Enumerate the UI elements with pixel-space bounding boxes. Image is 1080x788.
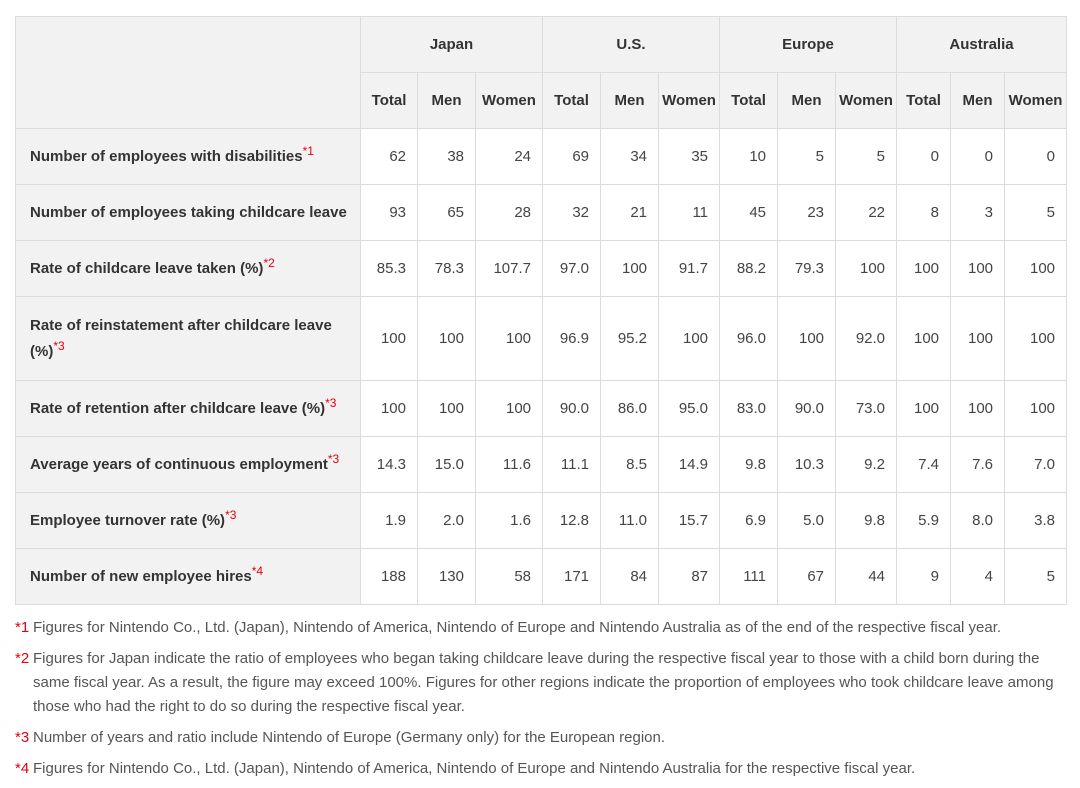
table-row: [16, 297, 1067, 381]
footnote-text: Figures for Japan indicate the ratio of employees who began taking childcare leave during the respective fiscal year to those with a child born during the same fiscal year. As a result, the figure may exceed 100%. Figures for other regions indicate the proportion of employees who took childcare leave among those who had the right to do so during the respective fiscal year.: [33, 650, 1054, 715]
table-cell: 188: [361, 549, 418, 605]
subheader-women: Women: [659, 73, 720, 129]
footnotes: [15, 616, 1065, 788]
table-row: [16, 549, 1067, 605]
table-cell: 100: [897, 381, 951, 437]
table-cell: 6.9: [720, 493, 778, 549]
table-body: [16, 129, 1067, 605]
table-cell: 83.0: [720, 381, 778, 437]
table-cell: 15.0: [418, 437, 476, 493]
table-cell: 100: [476, 381, 543, 437]
row-label-text: Employee turnover rate (%): [30, 511, 226, 529]
table-row: [16, 241, 1067, 297]
table-cell: 5: [836, 129, 897, 185]
table-cell: 97.0: [543, 241, 601, 297]
table-cell: 4: [951, 549, 1005, 605]
footnote-marker: *3: [327, 451, 340, 466]
table-cell: 100: [659, 297, 720, 381]
table-cell: 100: [1005, 297, 1067, 381]
table-cell: 5: [1005, 185, 1067, 241]
row-label: [16, 437, 361, 493]
footnote-key: *4: [15, 760, 30, 777]
region-header-australia: Australia: [897, 17, 1067, 73]
region-header-japan: Japan: [361, 17, 543, 73]
table-cell: 45: [720, 185, 778, 241]
region-header-us: U.S.: [543, 17, 720, 73]
table-cell: 8.5: [601, 437, 659, 493]
footnote-item: [15, 757, 1065, 781]
table-cell: 87: [659, 549, 720, 605]
table-container: [15, 16, 1066, 605]
table-cell: 3.8: [1005, 493, 1067, 549]
table-row: [16, 129, 1067, 185]
row-label: [16, 185, 361, 241]
table-cell: 11: [659, 185, 720, 241]
table-cell: 9.2: [836, 437, 897, 493]
table-cell: 88.2: [720, 241, 778, 297]
table-cell: 11.1: [543, 437, 601, 493]
table-cell: 171: [543, 549, 601, 605]
row-label-text: Rate of retention after childcare leave (%): [30, 399, 326, 417]
subheader-total: Total: [897, 73, 951, 129]
table-cell: 38: [418, 129, 476, 185]
table-cell: 100: [778, 297, 836, 381]
table-cell: 5.9: [897, 493, 951, 549]
region-header-row: [16, 17, 1067, 73]
table-cell: 9.8: [720, 437, 778, 493]
row-label: [16, 297, 361, 381]
subheader-total: Total: [720, 73, 778, 129]
footnote-marker: *3: [325, 395, 337, 410]
row-label-text: Number of employees with disabilities: [30, 147, 303, 165]
table-cell: 100: [951, 381, 1005, 437]
table-cell: 34: [601, 129, 659, 185]
table-cell: 90.0: [543, 381, 601, 437]
row-label: [16, 549, 361, 605]
footnote-marker: *2: [263, 255, 275, 270]
table-cell: 96.9: [543, 297, 601, 381]
subheader-men: Men: [601, 73, 659, 129]
table-cell: 15.7: [659, 493, 720, 549]
table-cell: 11.0: [601, 493, 659, 549]
footnote-marker: *4: [251, 563, 264, 578]
table-cell: 100: [897, 241, 951, 297]
table-cell: 90.0: [778, 381, 836, 437]
table-cell: 107.7: [476, 241, 543, 297]
table-cell: 100: [418, 381, 476, 437]
table-cell: 7.6: [951, 437, 1005, 493]
table-cell: 62: [361, 129, 418, 185]
table-cell: 65: [418, 185, 476, 241]
table-cell: 93: [361, 185, 418, 241]
region-header-europe: Europe: [720, 17, 897, 73]
table-cell: 11.6: [476, 437, 543, 493]
table-row: [16, 437, 1067, 493]
table-cell: 0: [897, 129, 951, 185]
subheader-total: Total: [543, 73, 601, 129]
table-cell: 1.9: [361, 493, 418, 549]
row-label-text: Number of new employee hires: [30, 567, 252, 585]
table-row: [16, 493, 1067, 549]
table-cell: 5: [1005, 549, 1067, 605]
table-cell: 12.8: [543, 493, 601, 549]
table-row: [16, 185, 1067, 241]
footnote-item: [15, 726, 1065, 750]
table-cell: 5.0: [778, 493, 836, 549]
table-cell: 3: [951, 185, 1005, 241]
subheader-total: Total: [361, 73, 418, 129]
subheader-men: Men: [418, 73, 476, 129]
table-cell: 67: [778, 549, 836, 605]
table-cell: 100: [897, 297, 951, 381]
table-cell: 111: [720, 549, 778, 605]
table-cell: 0: [1005, 129, 1067, 185]
table-cell: 78.3: [418, 241, 476, 297]
table-cell: 5: [778, 129, 836, 185]
table-cell: 79.3: [778, 241, 836, 297]
footnote-marker: *1: [302, 143, 314, 158]
table-row: [16, 381, 1067, 437]
row-label-text: Rate of reinstatement after childcare leave (%): [30, 316, 332, 360]
table-cell: 96.0: [720, 297, 778, 381]
row-label-text: Rate of childcare leave taken (%): [30, 259, 264, 277]
footnote-key: *3: [15, 729, 30, 746]
row-label: [16, 381, 361, 437]
subheader-men: Men: [951, 73, 1005, 129]
footnote-item: [15, 616, 1065, 640]
table-cell: 35: [659, 129, 720, 185]
row-label-text: Number of employees taking childcare leave: [30, 203, 347, 221]
table-cell: 92.0: [836, 297, 897, 381]
table-cell: 22: [836, 185, 897, 241]
row-label: [16, 493, 361, 549]
footnote-text: Figures for Nintendo Co., Ltd. (Japan), Nintendo of America, Nintendo of Europe and Nintendo Australia for the respective fiscal year.: [33, 760, 916, 777]
table-cell: 10: [720, 129, 778, 185]
table-cell: 9.8: [836, 493, 897, 549]
subheader-women: Women: [1005, 73, 1067, 129]
table-cell: 28: [476, 185, 543, 241]
table-cell: 7.4: [897, 437, 951, 493]
subheader-men: Men: [778, 73, 836, 129]
table-cell: 130: [418, 549, 476, 605]
table-cell: 8.0: [951, 493, 1005, 549]
table-cell: 9: [897, 549, 951, 605]
table-cell: 14.9: [659, 437, 720, 493]
table-cell: 32: [543, 185, 601, 241]
footnote-item: [15, 647, 1065, 719]
table-cell: 10.3: [778, 437, 836, 493]
row-label: [16, 129, 361, 185]
table-cell: 0: [951, 129, 1005, 185]
table-cell: 7.0: [1005, 437, 1067, 493]
table-cell: 100: [951, 297, 1005, 381]
table-cell: 100: [1005, 241, 1067, 297]
table-cell: 84: [601, 549, 659, 605]
table-cell: 100: [361, 297, 418, 381]
table-cell: 69: [543, 129, 601, 185]
row-label-text: Average years of continuous employment: [30, 455, 328, 473]
table-cell: 95.2: [601, 297, 659, 381]
subheader-women: Women: [836, 73, 897, 129]
table-cell: 21: [601, 185, 659, 241]
table-cell: 86.0: [601, 381, 659, 437]
table-cell: 100: [476, 297, 543, 381]
footnote-key: *1: [15, 619, 30, 636]
table-cell: 1.6: [476, 493, 543, 549]
table-cell: 100: [951, 241, 1005, 297]
footnote-text: Number of years and ratio include Nintendo of Europe (Germany only) for the European region.: [33, 729, 666, 746]
table-cell: 91.7: [659, 241, 720, 297]
table-cell: 95.0: [659, 381, 720, 437]
employee-stats-table: [15, 16, 1067, 605]
table-cell: 24: [476, 129, 543, 185]
table-cell: 23: [778, 185, 836, 241]
table-cell: 2.0: [418, 493, 476, 549]
table-cell: 14.3: [361, 437, 418, 493]
row-label: [16, 241, 361, 297]
table-cell: 100: [361, 381, 418, 437]
table-cell: 100: [1005, 381, 1067, 437]
table-cell: 85.3: [361, 241, 418, 297]
footnote-text: Figures for Nintendo Co., Ltd. (Japan), Nintendo of America, Nintendo of Europe and Nintendo Australia as of the end of the respective fiscal year.: [33, 619, 1002, 636]
table-cell: 100: [418, 297, 476, 381]
table-cell: 100: [601, 241, 659, 297]
subheader-women: Women: [476, 73, 543, 129]
footnote-key: *2: [15, 650, 30, 667]
table-corner-cell: [16, 17, 361, 129]
table-cell: 73.0: [836, 381, 897, 437]
footnote-marker: *3: [225, 507, 237, 522]
table-cell: 44: [836, 549, 897, 605]
table-cell: 100: [836, 241, 897, 297]
table-cell: 58: [476, 549, 543, 605]
footnote-marker: *3: [53, 338, 65, 353]
table-cell: 8: [897, 185, 951, 241]
